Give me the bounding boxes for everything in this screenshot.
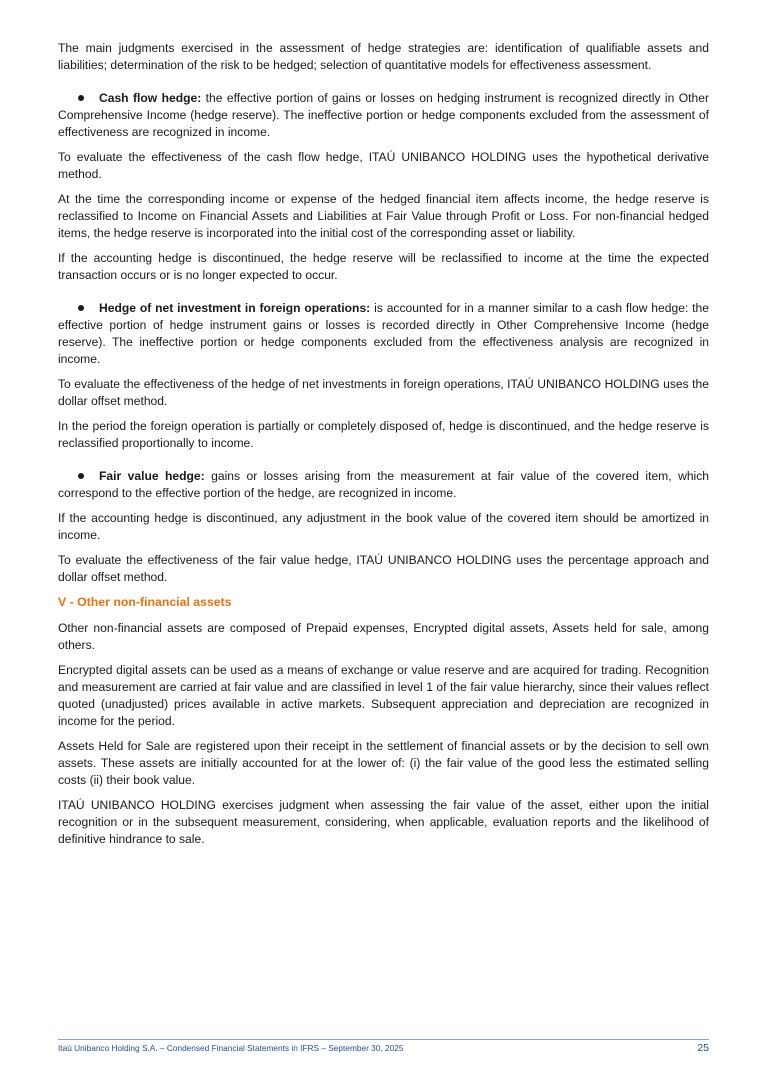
bullet-icon — [78, 473, 84, 479]
bullet-title: Cash flow hedge: — [99, 91, 202, 105]
bullet-title: Hedge of net investment in foreign operations: — [99, 301, 371, 315]
paragraph: To evaluate the effectiveness of the fair value hedge, ITAÚ UNIBANCO HOLDING uses the percentage approach and dollar offset method. — [58, 553, 709, 584]
paragraph: In the period the foreign operation is partially or completely disposed of, hedge is discontinued, and the hedge reserve is reclassified proportionally to income. — [58, 419, 709, 450]
document-body — [58, 40, 709, 856]
bullet-fair-value-hedge — [58, 468, 709, 502]
bullet-cash-flow-hedge — [58, 90, 709, 141]
paragraph: To evaluate the effectiveness of the hedge of net investments in foreign operations, ITAÚ UNIBANCO HOLDING uses the dollar offset method. — [58, 377, 709, 408]
bullet-net-investment-hedge — [58, 300, 709, 368]
paragraph: To evaluate the effectiveness of the cash flow hedge, ITAÚ UNIBANCO HOLDING uses the hypothetical derivative method. — [58, 150, 709, 181]
paragraph: If the accounting hedge is discontinued, the hedge reserve will be reclassified to income at the time the expected transaction occurs or is no longer expected to occur. — [58, 251, 709, 282]
paragraph: Encrypted digital assets can be used as a means of exchange or value reserve and are acquired for trading. Recognition and measurement are carried at fair value and are classified in level 1 of the fair value hierarchy, since their values reflect quoted (unadjusted) prices available in active markets. Subsequent appreciation and depreciation are recognized in income for the period. — [58, 663, 709, 728]
paragraph: Assets Held for Sale are registered upon their receipt in the settlement of financial assets or by the decision to sell own assets. These assets are initially accounted for at the lower of: (i) the fair value of the good less the estimated selling costs (ii) their book value. — [58, 739, 709, 787]
bullet-text: gains or losses arising from the measurement at fair value of the covered item, which correspond to the effective portion of the hedge, are recognized in income. — [58, 469, 710, 500]
section-heading: V - Other non-financial assets — [58, 595, 232, 609]
bullet-text: is accounted for in a manner similar to a cash flow hedge: the effective portion of hedge instrument gains or losses is recorded directly in Other Comprehensive Income (hedge reserve). The ineffective portion or hedge components excluded from the effectiveness analysis are recognized in income. — [58, 301, 709, 366]
page-footer — [58, 1039, 709, 1054]
paragraph: If the accounting hedge is discontinued, any adjustment in the book value of the covered item should be amortized in income. — [58, 511, 709, 542]
footer-text: Itaú Unibanco Holding S.A. – Condensed Financial Statements in IFRS – September 30, 2025 — [58, 1043, 404, 1053]
paragraph: The main judgments exercised in the assessment of hedge strategies are: identification of qualifiable assets and liabilities; determination of the risk to be hedged; selection of quantitative models for effectiveness assessment. — [58, 41, 709, 72]
bullet-icon — [78, 305, 84, 311]
paragraph: ITAÚ UNIBANCO HOLDING exercises judgment when assessing the fair value of the asset, either upon the initial recognition or in the subsequent measurement, considering, when applicable, evaluation reports and the likelihood of definitive hindrance to sale. — [58, 798, 709, 846]
bullet-icon — [78, 95, 84, 101]
paragraph: At the time the corresponding income or expense of the hedged financial item affects income, the hedge reserve is reclassified to Income on Financial Assets and Liabilities at Fair Value through Profit or Loss. For non-financial hedged items, the hedge reserve is incorporated into the initial cost of the corresponding asset or liability. — [58, 192, 709, 240]
bullet-title: Fair value hedge: — [99, 469, 205, 483]
paragraph: Other non-financial assets are composed of Prepaid expenses, Encrypted digital assets, Assets held for sale, among others. — [58, 621, 709, 652]
page-number: 25 — [697, 1042, 709, 1054]
bullet-text: the effective portion of gains or losses on hedging instrument is recognized directly in Other Comprehensive Income (hedge reserve). The ineffective portion or hedge components excluded from the assessment of effectiveness are recognized in income. — [58, 91, 710, 139]
